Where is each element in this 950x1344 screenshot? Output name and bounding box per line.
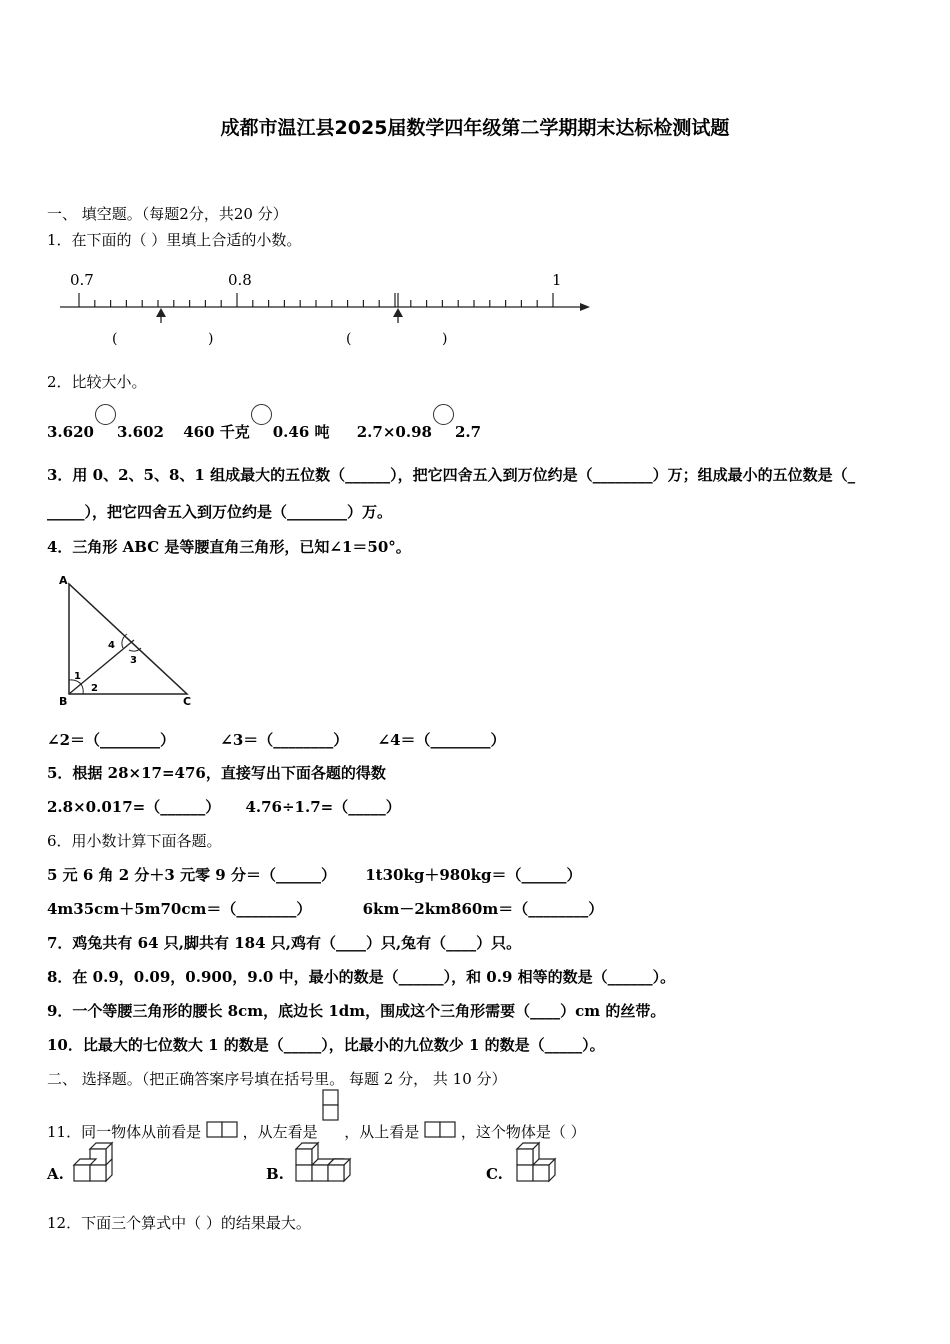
q6-item: 4m35cm＋5m70cm＝（________）	[47, 900, 312, 918]
compare-value: 460 千克	[183, 423, 250, 441]
answer-bracket-open: (	[112, 331, 118, 347]
q6-item: 1t30kg＋980kg＝（______）	[365, 866, 582, 884]
question-6-line-1	[47, 864, 582, 885]
vertex-label-c: C	[183, 695, 192, 708]
number-line-label-0.7: 0.7	[70, 271, 94, 289]
arrow-up-icon	[393, 308, 403, 323]
question-3-line-2: _____），把它四舍五入到万位约是（________）万。	[47, 503, 393, 521]
option-b-cubes-icon	[294, 1147, 354, 1192]
question-6-line-2	[47, 898, 603, 919]
section-1-heading: 一、 填空题。（每题2分，共20 分）	[47, 205, 288, 223]
q11-text: ，这个物体是（ ）	[460, 1123, 586, 1141]
q6-item: 6km－2km860m＝（________）	[362, 900, 604, 918]
question-7: 7．鸡兔共有 64 只,脚共有 184 只,鸡有（____）只,兔有（____）只。	[47, 934, 522, 952]
angle-label-4: 4	[108, 640, 115, 651]
angle-4-answer: ∠4＝（________）	[377, 731, 506, 749]
question-4-answers	[47, 729, 506, 750]
question-10: 10．比最大的七位数大 1 的数是（_____），比最小的九位数少 1 的数是（_____）。	[47, 1036, 605, 1054]
section-2-heading: 二、 选择题。（把正确答案序号填在括号里。 每题 2 分， 共 10 分）	[47, 1070, 507, 1088]
option-c-cubes-icon	[515, 1147, 565, 1192]
answer-bracket-close: )	[208, 331, 214, 347]
question-6: 6．用小数计算下面各题。	[47, 832, 222, 850]
question-2-comparisons	[47, 416, 481, 442]
angle-2-answer: ∠2＝（________）	[47, 731, 176, 749]
question-5-items	[47, 796, 401, 817]
compare-value: 2.7×0.98	[356, 423, 432, 441]
number-line-label-0.8: 0.8	[228, 271, 252, 289]
top-view-icon	[424, 1121, 456, 1139]
left-view-icon	[322, 1105, 339, 1139]
page-title: 成都市温江县2025届数学四年级第二学期期末达标检测试题	[220, 117, 730, 139]
compare-circle-icon	[433, 404, 454, 425]
vertex-label-b: B	[59, 695, 68, 708]
question-12: 12．下面三个算式中（ ）的结果最大。	[47, 1214, 311, 1232]
q5-item: 4.76÷1.7=（_____）	[245, 798, 401, 816]
question-3-line-1: 3．用 0、2、5、8、1 组成最大的五位数（______），把它四舍五入到万位约是（________）万；组成最小的五位数是（_	[47, 466, 856, 484]
compare-circle-icon	[95, 404, 116, 425]
angle-label-1: 1	[74, 671, 81, 682]
compare-circle-icon	[251, 404, 272, 425]
question-1: 1．在下面的（ ）里填上合适的小数。	[47, 231, 302, 249]
angle-label-2: 2	[91, 683, 98, 694]
number-line-diagram	[50, 265, 610, 355]
q11-text: ，从上看是	[344, 1123, 420, 1141]
answer-bracket-open: (	[346, 331, 352, 347]
compare-value: 0.46 吨	[272, 423, 330, 441]
option-a-cubes-icon	[72, 1147, 122, 1192]
q5-item: 2.8×0.017=（______）	[47, 798, 221, 816]
compare-value: 2.7	[454, 423, 482, 441]
question-11	[47, 1105, 586, 1142]
question-8: 8．在 0.9，0.09，0.900，9.0 中，最小的数是（______），和 0.9 相等的数是（______）。	[47, 968, 676, 986]
arrow-up-icon	[156, 308, 166, 323]
angle-label-3: 3	[130, 655, 137, 666]
triangle-abc-diagram	[55, 572, 215, 712]
answer-bracket-close: )	[442, 331, 448, 347]
front-view-icon	[206, 1121, 238, 1139]
option-b-label: B.	[266, 1165, 284, 1183]
angle-3-answer: ∠3＝（________）	[220, 731, 349, 749]
question-9: 9．一个等腰三角形的腰长 8cm，底边长 1dm，围成这个三角形需要（____）cm 的丝带。	[47, 1002, 666, 1020]
q11-text: ，从左看是	[242, 1123, 318, 1141]
vertex-label-a: A	[59, 574, 68, 587]
option-a-label: A.	[47, 1165, 64, 1183]
question-5: 5．根据 28×17=476，直接写出下面各题的得数	[47, 764, 386, 782]
question-2: 2．比较大小。	[47, 373, 147, 391]
compare-value: 3.602	[116, 423, 164, 441]
q11-text: 11．同一物体从前看是	[47, 1123, 202, 1141]
option-c-label: C.	[486, 1165, 503, 1183]
q6-item: 5 元 6 角 2 分＋3 元零 9 分＝（______）	[47, 866, 336, 884]
compare-value: 3.620	[47, 423, 94, 441]
question-4: 4．三角形 ABC 是等腰直角三角形，已知∠1＝50°。	[47, 538, 411, 556]
number-line-label-1: 1	[552, 271, 562, 289]
